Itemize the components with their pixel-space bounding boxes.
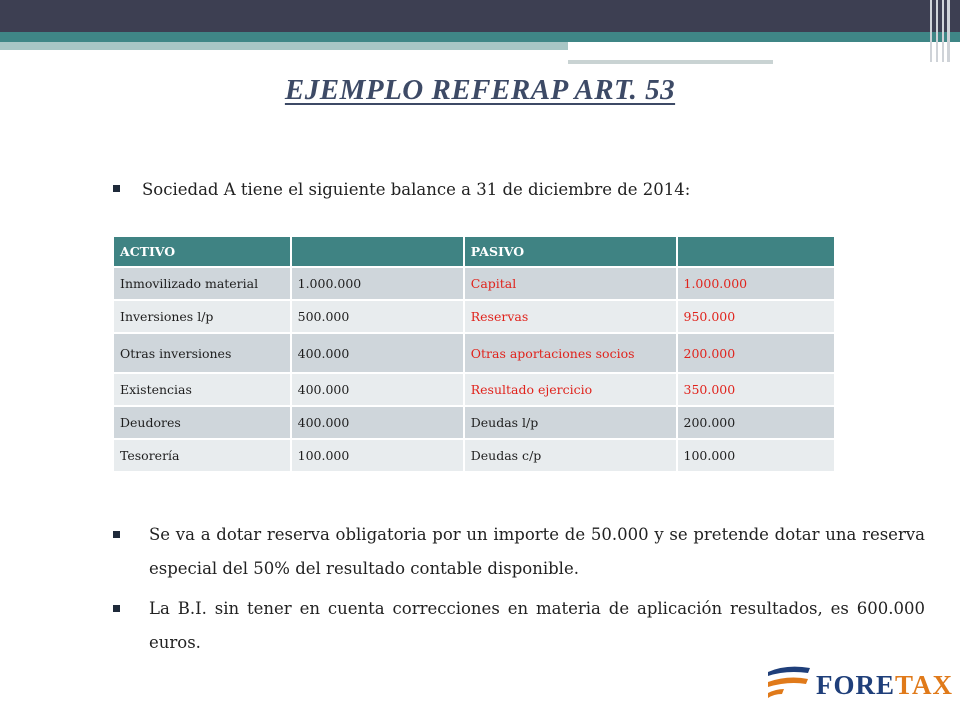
paragraph-text: Se va a dotar reserva obligatoria por un importe de 50.000 y se pretende dotar una reserva especial del 50% del resultado contable disponible. bbox=[149, 525, 925, 578]
table-cell: Otras inversiones bbox=[113, 333, 291, 373]
light-band bbox=[0, 42, 568, 50]
header-cell: PASIVO bbox=[464, 236, 677, 267]
bullet-paragraph bbox=[113, 518, 925, 586]
logo-mark-icon bbox=[764, 662, 814, 704]
logo-text-tax: TAX bbox=[895, 670, 954, 700]
intro-text: Sociedad A tiene el siguiente balance a 31 de diciembre de 2014: bbox=[142, 180, 691, 199]
table-cell: Otras aportaciones socios bbox=[464, 333, 677, 373]
foretax-logo bbox=[764, 662, 954, 704]
table-row bbox=[113, 373, 835, 406]
bullet-icon bbox=[113, 185, 120, 192]
table-cell: Inmovilizado material bbox=[113, 267, 291, 300]
table-cell: Inversiones l/p bbox=[113, 300, 291, 333]
decor-line-grey bbox=[568, 60, 773, 64]
table-row bbox=[113, 333, 835, 373]
slide-title: EJEMPLO REFERAP ART. 53 bbox=[284, 74, 676, 106]
table-cell: 200.000 bbox=[677, 333, 836, 373]
table-row bbox=[113, 439, 835, 472]
table-row bbox=[113, 267, 835, 300]
logo-text-fore: FORE bbox=[816, 670, 896, 700]
table-cell: Tesorería bbox=[113, 439, 291, 472]
table-cell: 100.000 bbox=[677, 439, 836, 472]
table-cell: Deudas l/p bbox=[464, 406, 677, 439]
table-row bbox=[113, 406, 835, 439]
logo-text bbox=[816, 670, 953, 701]
table-cell: 950.000 bbox=[677, 300, 836, 333]
table-cell: 200.000 bbox=[677, 406, 836, 439]
paragraph-text: La B.I. sin tener en cuenta correcciones en materia de aplicación resultados, es 600.000 euros. bbox=[149, 599, 925, 652]
header-cell bbox=[677, 236, 836, 267]
bullet-icon bbox=[113, 531, 120, 538]
teal-band bbox=[0, 32, 960, 42]
balance-table bbox=[112, 235, 836, 473]
header-cell: ACTIVO bbox=[113, 236, 291, 267]
table-cell: Existencias bbox=[113, 373, 291, 406]
bullet-paragraph bbox=[113, 592, 925, 660]
table-cell: Resultado ejercicio bbox=[464, 373, 677, 406]
corner-decoration bbox=[930, 0, 950, 62]
table-cell: 100.000 bbox=[291, 439, 464, 472]
table-header-row bbox=[113, 236, 835, 267]
table-cell: 500.000 bbox=[291, 300, 464, 333]
table-cell: Reservas bbox=[464, 300, 677, 333]
table-cell: 1.000.000 bbox=[291, 267, 464, 300]
table-cell: Deudores bbox=[113, 406, 291, 439]
decor-line bbox=[568, 48, 888, 51]
header-cell bbox=[291, 236, 464, 267]
table-cell: 350.000 bbox=[677, 373, 836, 406]
table-cell: Capital bbox=[464, 267, 677, 300]
table-cell: 400.000 bbox=[291, 333, 464, 373]
bullet-icon bbox=[113, 605, 120, 612]
top-banner bbox=[0, 0, 960, 32]
table-cell: 400.000 bbox=[291, 406, 464, 439]
intro-bullet bbox=[113, 180, 690, 199]
table-cell: Deudas c/p bbox=[464, 439, 677, 472]
table-cell: 1.000.000 bbox=[677, 267, 836, 300]
table-cell: 400.000 bbox=[291, 373, 464, 406]
table-row bbox=[113, 300, 835, 333]
